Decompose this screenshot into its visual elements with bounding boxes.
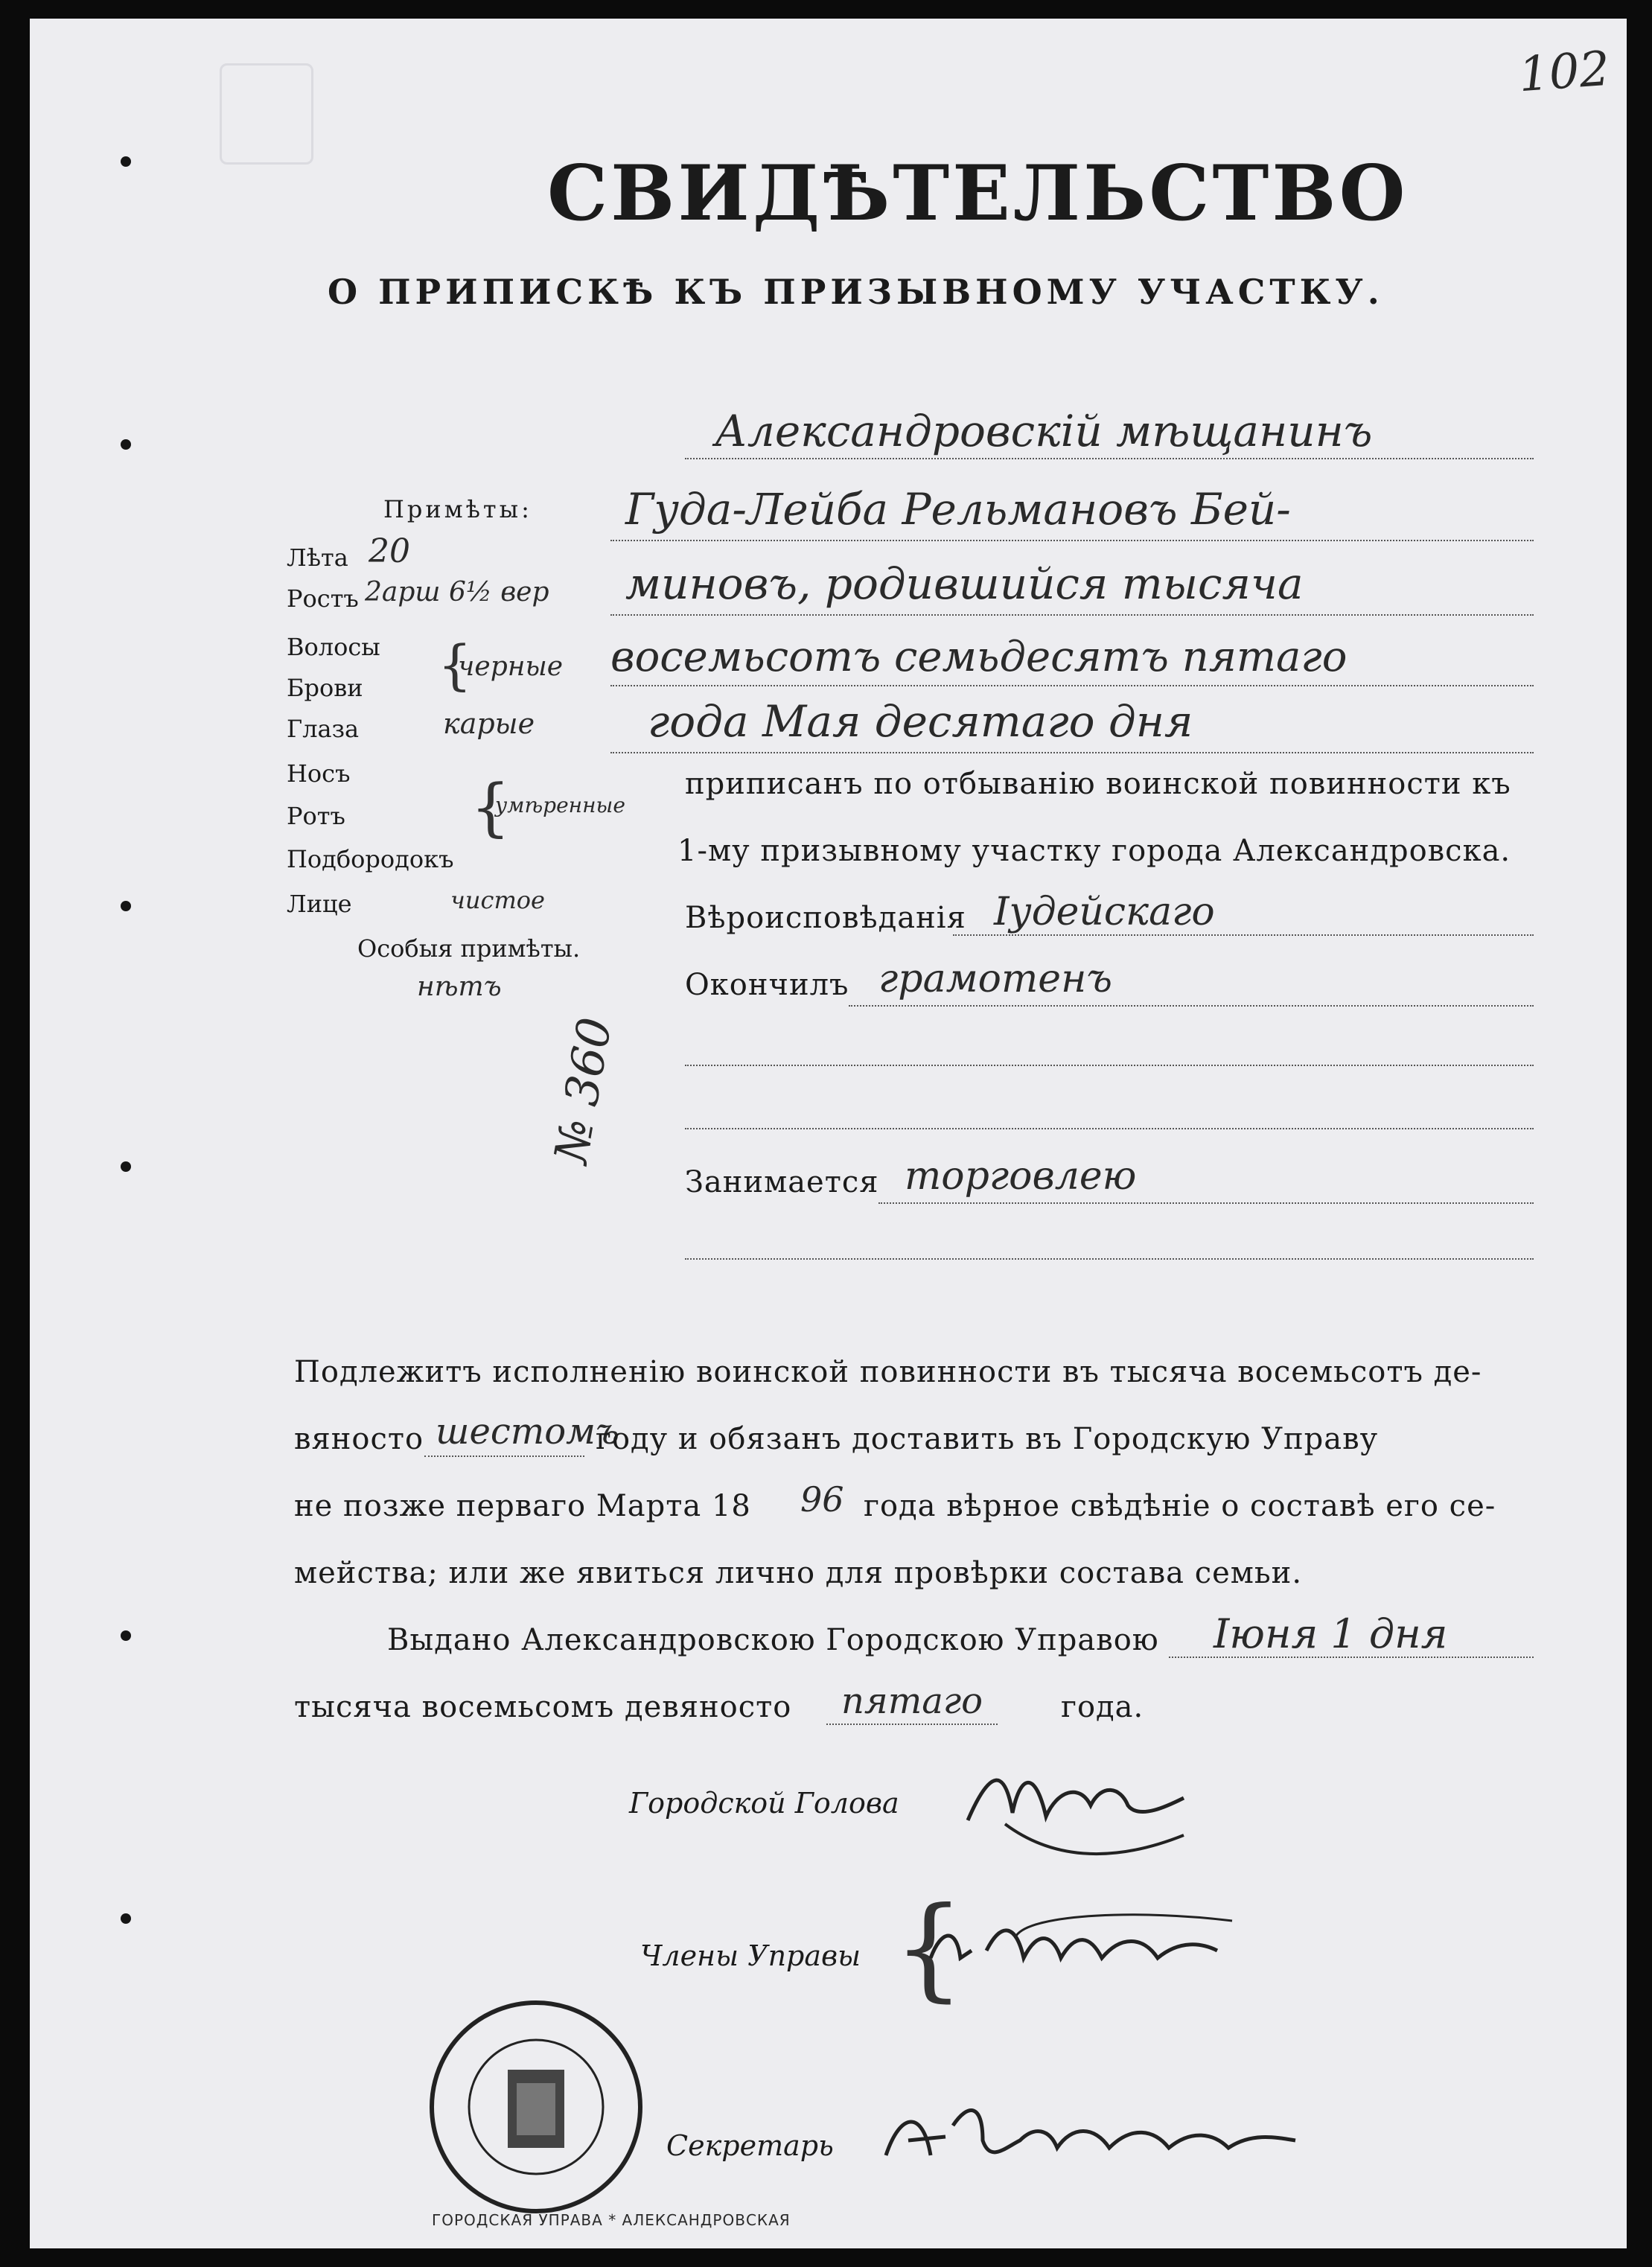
opening-line-3: миновъ, родившийся тысяча [625,558,1304,609]
document-sheet [30,19,1627,2248]
assignment-line-2: 1-му призывному участку города Александровска. [677,834,1511,868]
nos-label: Носъ [287,759,351,788]
rost-value: 2арш 6½ вер [365,577,549,608]
document-subtitle: О ПРИПИСКѢ КЪ ПРИЗЫВНОМУ УЧАСТКУ. [328,272,1384,312]
document-title: СВИДѢТЕЛЬСТВО [547,149,1409,238]
hair-brows-value: черные [458,651,564,682]
rule [1169,1657,1534,1658]
brace-icon: { [438,634,472,696]
embossed-stamp [220,63,313,165]
seal-text: ГОРОДСКАЯ УПРАВА * АЛЕКСАНДРОВСКАЯ [432,2211,791,2229]
opening-line-4: восемьсотъ семьдесятъ пятаго [610,633,1348,681]
rule [878,1202,1534,1204]
rule [826,1724,998,1725]
lice-label: Лице [287,890,352,918]
rule [424,1455,584,1457]
brace-icon: { [471,771,511,844]
opening-line-1: Александровскій мѣщанинъ [715,406,1373,456]
mayor-signature [960,1753,1206,1872]
duty-line-2-b: году и обязанъ доставить въ Городскую Управу [596,1422,1379,1456]
secretary-signature [871,2096,1318,2185]
brace-icon: { [893,1884,965,2013]
opening-line-5: года Мая десятаго дня [648,696,1193,747]
rule [685,1128,1534,1129]
issued-line-1-a: Выдано Александровскою Городскою Управою [387,1623,1159,1657]
issued-line-2-hand: пятаго [841,1680,983,1722]
osobye-value: нѣтъ [417,972,502,1002]
lice-value: чистое [450,886,545,914]
binder-hole [121,901,131,911]
issued-line-1-hand: Іюня 1 дня [1214,1610,1448,1657]
mayor-label: Городской Голова [629,1787,899,1820]
rule [685,1258,1534,1260]
rule [849,1005,1534,1007]
occupation-label: Занимается [685,1165,879,1199]
rule [685,458,1534,459]
volosy-label: Волосы [287,633,380,661]
binder-hole [121,1161,131,1172]
brovi-label: Брови [287,674,363,702]
page-number: 102 [1517,41,1612,103]
rost-label: Ростъ [287,584,359,613]
rule [610,752,1534,753]
leta-label: Лѣта [287,543,348,572]
rule [610,614,1534,616]
duty-line-3-a: не позже перваго Марта 18 [294,1489,751,1523]
opening-line-2: Гуда-Лейба Рельмановъ Бей- [625,484,1291,535]
duty-line-4: мейства; или же явиться лично для провѣрки состава семьи. [294,1556,1303,1590]
duty-line-2-a: вяносто [294,1422,424,1456]
member-signature [919,1906,1307,2003]
city-seal [424,1995,648,2219]
glaza-label: Глаза [287,715,360,743]
duty-line-3-b: года вѣрное свѣдѣніе о составѣ его се- [864,1489,1496,1523]
members-label: Члены Управы [640,1939,861,1972]
nose-mouth-chin-value: умѣренные [495,793,625,817]
binder-hole [121,439,131,450]
education-value: грамотенъ [878,957,1112,1001]
duty-line-3-hand: 96 [800,1479,844,1520]
binder-hole [121,1630,131,1641]
rule [610,540,1534,541]
assignment-line-1: приписанъ по отбыванію воинской повинности къ [685,767,1511,801]
duty-line-1: Подлежитъ исполненію воинской повинности въ тысяча восемьсотъ де- [294,1355,1482,1389]
rule [953,934,1534,936]
issued-line-2-b: года. [1061,1690,1144,1724]
doc-number: № 360 [543,1013,623,1167]
rule [610,685,1534,686]
rot-label: Ротъ [287,802,345,830]
binder-hole [121,1913,131,1924]
education-label: Окончилъ [685,968,849,1002]
osobye-label: Особыя примѣты. [357,934,581,963]
primety-header: Примѣты: [383,495,532,523]
podborodok-label: Подбородокъ [287,845,454,873]
glaza-value: карые [443,707,535,740]
duty-line-2-hand: шестомъ [436,1411,619,1453]
secretary-label: Секретарь [666,2129,834,2162]
issued-line-2-a: тысяча восемьсомъ девяносто [294,1690,792,1724]
rule [685,1065,1534,1066]
binder-hole [121,156,131,167]
religion-label: Вѣроисповѣданія [685,901,966,935]
occupation-value: торговлею [905,1154,1137,1199]
religion-value: Іудейскаго [994,890,1215,934]
leta-value: 20 [369,532,410,570]
